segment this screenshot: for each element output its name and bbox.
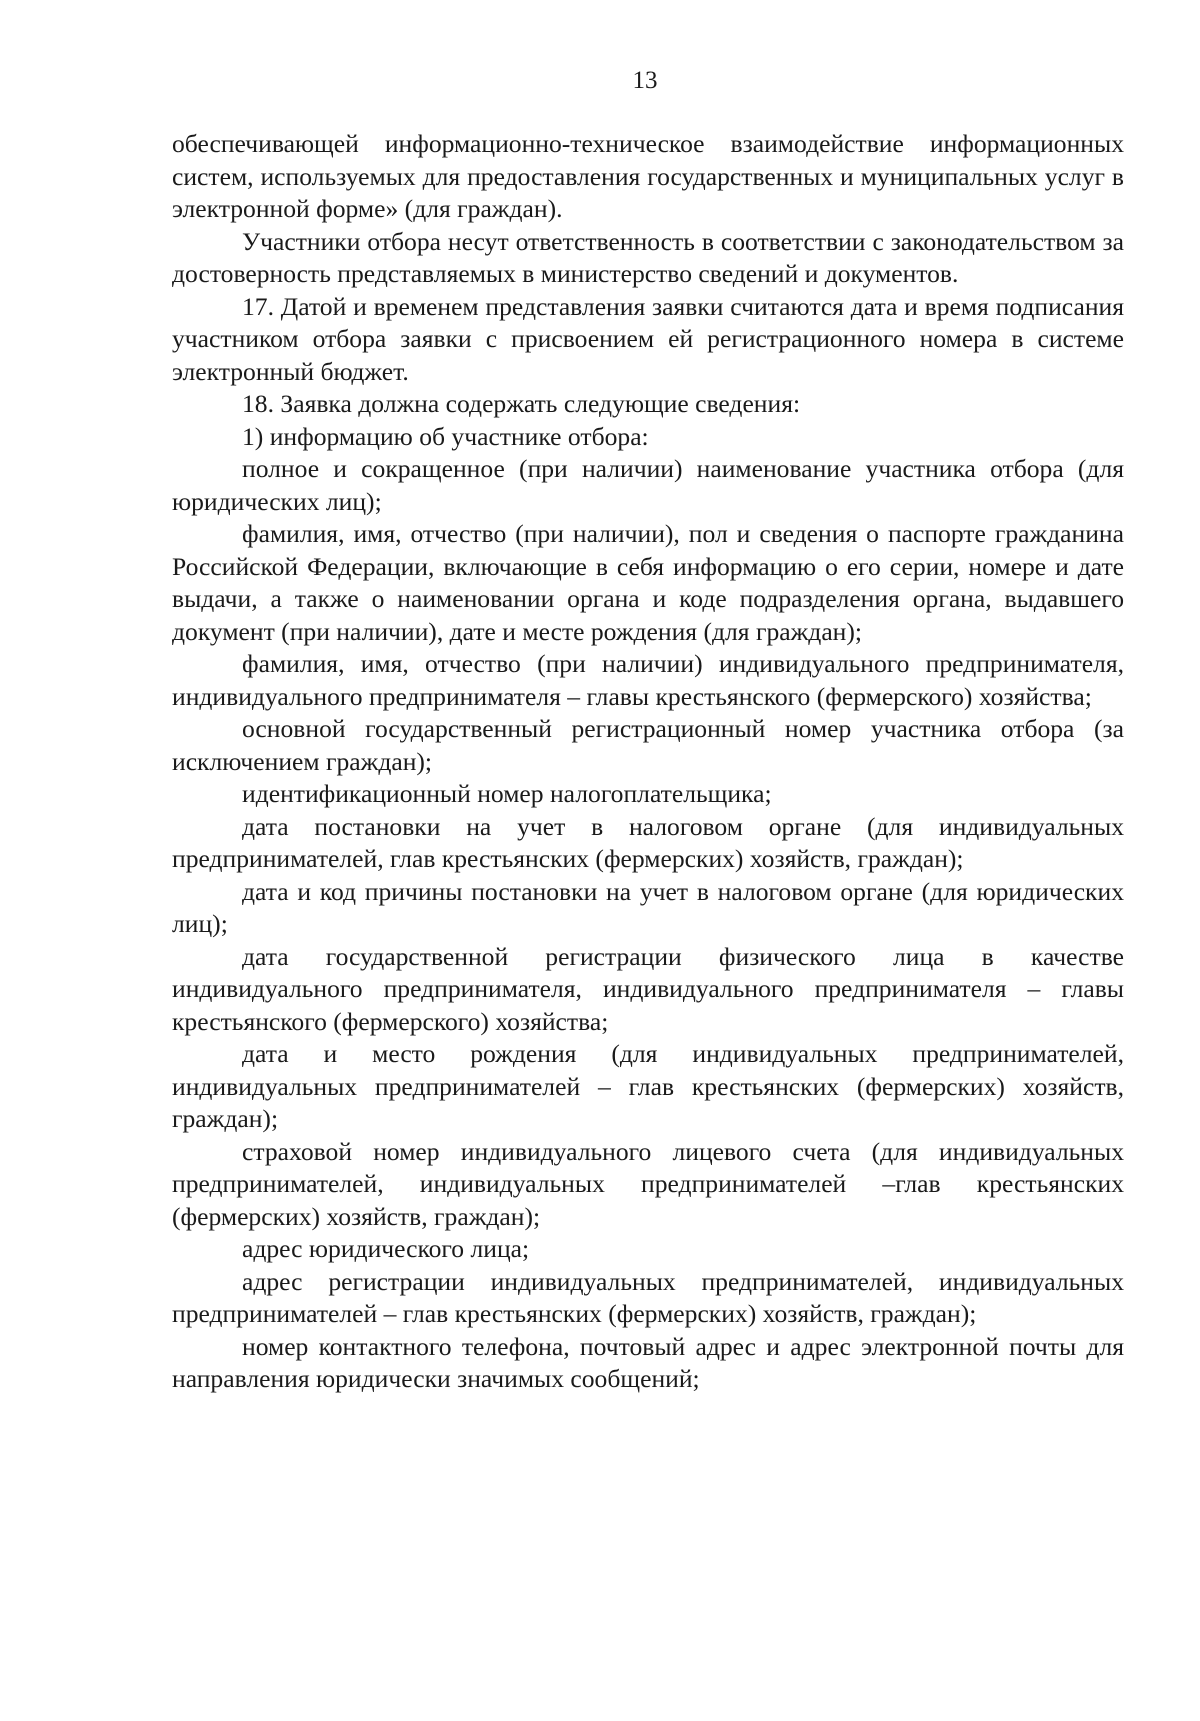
list-subitem-passport: фамилия, имя, отчество (при наличии), пол и сведения о паспорте гражданина Российской Федерации, включающие в себя информацию о его серии, номере и дате выдачи, а также о наименовании органа и коде подразделения органа, выдавшего документ (при наличии), дате и месте рождения (для граждан); xyxy=(172,519,1124,646)
paragraph-continuation: обеспечивающей информационно-техническое взаимодействие информационных систем, используемых для предоставления государственных и муниципальных услуг в электронной форме» (для граждан). xyxy=(172,129,1124,223)
list-subitem-state-registration-date: дата государственной регистрации физического лица в качестве индивидуального предпринимателя, индивидуального предпринимателя – главы крестьянского (фермерского) хозяйства; xyxy=(172,941,1124,1036)
list-subitem-ogrn: основной государственный регистрационный номер участника отбора (за исключением граждан); xyxy=(172,714,1124,776)
list-subitem-contacts: номер контактного телефона, почтовый адрес и адрес электронной почты для направления юридически значимых сообщений; xyxy=(172,1331,1124,1393)
list-subitem-snils: страховой номер индивидуального лицевого счета (для индивидуальных предпринимателей, индивидуальных предпринимателей –глав крестьянских (фермерских) хозяйств, граждан); xyxy=(172,1136,1124,1231)
list-subitem-kpp: дата и код причины постановки на учет в налоговом органе (для юридических лиц); xyxy=(172,876,1124,938)
list-subitem-registration-address: адрес регистрации индивидуальных предпринимателей, индивидуальных предпринимателей – глав крестьянских (фермерских) хозяйств, граждан); xyxy=(172,1266,1124,1328)
list-subitem-entrepreneur-name: фамилия, имя, отчество (при наличии) индивидуального предпринимателя, индивидуального предпринимателя – главы крестьянского (фермерского) хозяйства; xyxy=(172,649,1124,711)
document-body xyxy=(172,128,1124,1396)
list-subitem-inn: идентификационный номер налогоплательщика; xyxy=(242,779,772,808)
paragraph-17: 17. Датой и временем представления заявки считаются дата и время подписания участником отбора заявки с присвоением ей регистрационного номера в системе электронный бюджет. xyxy=(172,291,1124,386)
list-subitem-tax-registration-date: дата постановки на учет в налоговом органе (для индивидуальных предпринимателей, глав крестьянских (фермерских) хозяйств, граждан); xyxy=(172,811,1124,873)
paragraph-responsibility: Участники отбора несут ответственность в соответствии с законодательством за достоверность представляемых в министерство сведений и документов. xyxy=(172,226,1124,288)
list-subitem-name: полное и сокращенное (при наличии) наименование участника отбора (для юридических лиц); xyxy=(172,454,1124,516)
list-subitem-birth: дата и место рождения (для индивидуальных предпринимателей, индивидуальных предпринимателей – глав крестьянских (фермерских) хозяйств, граждан); xyxy=(172,1039,1124,1133)
page-number: 13 xyxy=(632,67,658,94)
list-subitem-legal-address: адрес юридического лица; xyxy=(242,1234,530,1263)
paragraph-18: 18. Заявка должна содержать следующие сведения: xyxy=(242,389,801,418)
list-item-1: 1) информацию об участнике отбора: xyxy=(242,421,649,451)
